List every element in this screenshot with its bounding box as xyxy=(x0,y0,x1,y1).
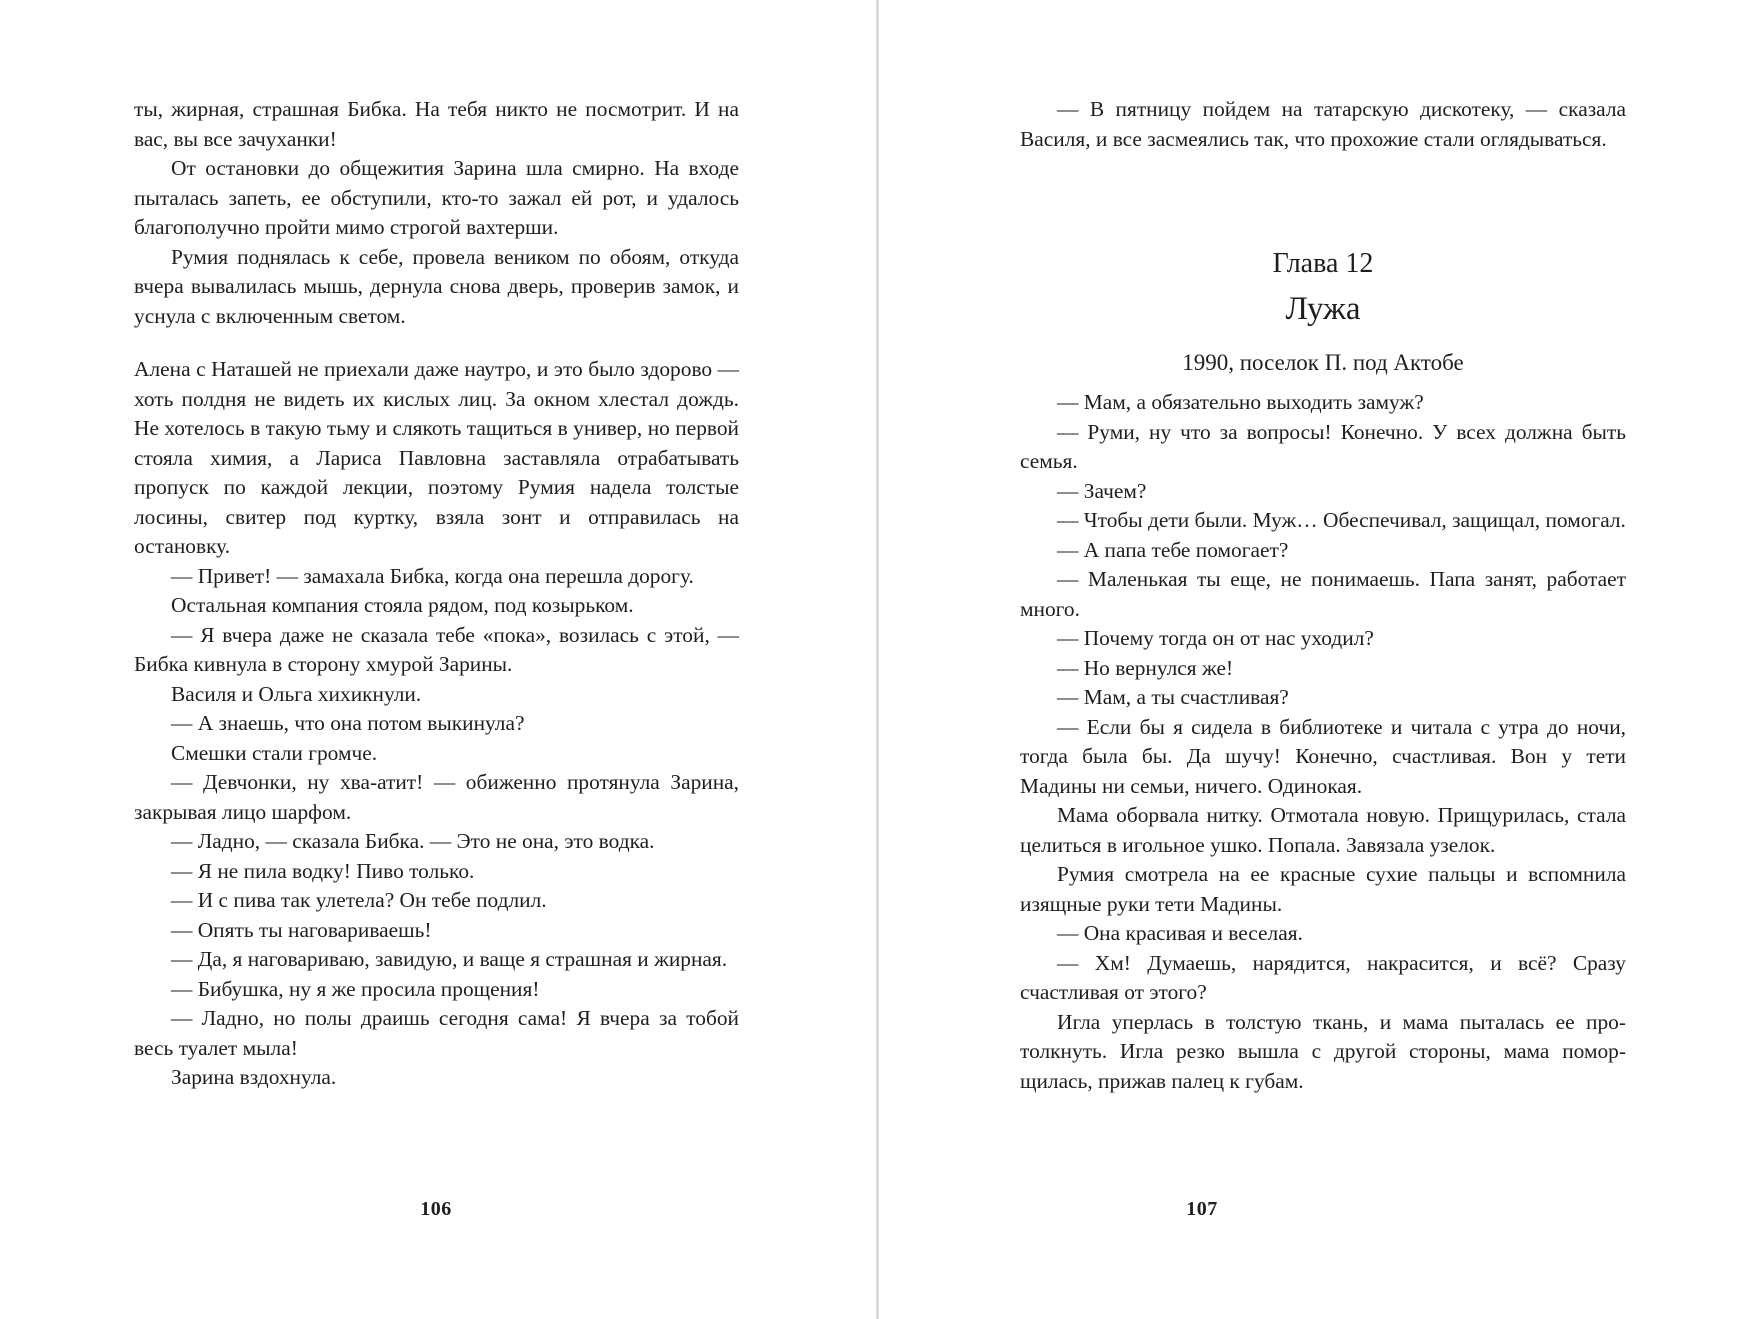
paragraph: — Ладно, но полы драишь сегодня сама! Я вчера за тобой весь туалет мыла! xyxy=(134,1006,739,1060)
paragraph: Алена с Наташей не приехали даже наутро, и это было здорово — хоть полдня не видеть их кислых лиц. За окном хлестал дождь. Не хотелось в такую тьму и слякоть тащиться в универ, но первой стояла химия, а Лариса Павловна заставляла отрабатывать пропуск по каждой лекции, поэтому Румия надела толстые лосины, свитер под куртку, взяла зонт и отправилась на остановку. xyxy=(134,357,739,558)
paragraph: Смешки стали громче. xyxy=(171,740,378,765)
chapter-subtitle: 1990, поселок П. под Актобе xyxy=(1182,350,1464,375)
right-page xyxy=(879,0,1756,1319)
paragraph: — Чтобы дети были. Муж… Обеспечивал, защищал, помогал. xyxy=(1057,508,1626,532)
paragraph: — Ладно, — сказала Бибка. — Это не она, это водка. xyxy=(171,829,655,853)
paragraph: Остальная компания стояла рядом, под козырьком. xyxy=(171,593,634,617)
paragraph: — Привет! — замахала Бибка, когда она перешла дорогу. xyxy=(171,563,694,588)
page-number: 107 xyxy=(1186,1198,1218,1220)
chapter-title: Лужа xyxy=(1285,291,1361,327)
paragraph: — А папа тебе помогает? xyxy=(1057,537,1289,562)
paragraph: — Маленькая ты еще, не понимаешь. Папа занят, работает много. xyxy=(1020,567,1626,621)
paragraph: От остановки до общежития Зарина шла смирно. На входе пыталась запеть, ее обступили, кто-то зажал ей рот, и удалось благополучно пройти мимо строгой вахтерши. xyxy=(134,156,739,239)
left-page-text xyxy=(134,95,739,1093)
paragraph: — А знаешь, что она потом выкинула? xyxy=(171,711,525,735)
paragraph: Румия поднялась к себе, провела веником по обоям, откуда вчера вывалилась мышь, дернула снова дверь, проверив замок, и уснула с включенным светом. xyxy=(134,244,739,328)
paragraph: — Она красивая и веселая. xyxy=(1057,921,1303,945)
paragraph: — Мам, а обязательно выходить замуж? xyxy=(1057,390,1424,414)
paragraph: — И с пива так улетела? Он тебе подлил. xyxy=(171,888,547,912)
chapter-heading xyxy=(1020,247,1626,378)
page-number: 106 xyxy=(420,1198,452,1220)
paragraph: — Руми, ну что за вопросы! Конечно. У всех должна быть семья. xyxy=(1020,419,1626,473)
paragraph: Василя и Ольга хихикнули. xyxy=(171,681,422,706)
paragraph: — Но вернулся же! xyxy=(1057,655,1234,680)
paragraph: — Да, я наговариваю, завидую, и ваще я страшная и жирная. xyxy=(171,947,728,971)
paragraph: Зарина вздохнула. xyxy=(171,1065,337,1089)
paragraph: — Бибушка, ну я же просила прощения! xyxy=(171,976,540,1001)
paragraph: Игла уперлась в толстую ткань, и мама пыталась ее протолкнуть. Игла резко вышла с другой стороны, мама поморщилась, прижав палец к губам. xyxy=(1020,1009,1626,1093)
left-page xyxy=(0,0,876,1319)
paragraph: Мама оборвала нитку. Отмотала новую. Прищурилась, стала целиться в игольное ушко. Попала. Завязала узелок. xyxy=(1020,803,1626,857)
chapter-number: Глава 12 xyxy=(1272,248,1374,279)
paragraph: — Почему тогда он от нас уходил? xyxy=(1057,626,1374,650)
paragraph: — Хм! Думаешь, нарядится, накрасится, и всё? Сразу счастливая от этого? xyxy=(1020,950,1626,1004)
paragraph: — Опять ты наговариваешь! xyxy=(171,917,432,942)
right-page-text xyxy=(1020,95,1626,1096)
paragraph: — В пятницу пойдем на татарскую дискотеку, — сказала Василя, и все засмеялись так, что прохожие стали оглядываться. xyxy=(1020,97,1626,151)
paragraph: — Я вчера даже не сказала тебе «пока», возилась с этой, — Бибка кивнула в сторону хмурой Зарины. xyxy=(134,622,739,676)
paragraph: — Мам, а ты счастливая? xyxy=(1057,685,1289,709)
paragraph: — Если бы я сидела в библиотеке и читала с утра до ночи, тогда была бы. Да шучу! Конечно, счастливая. Вон у тети Мадины ни семьи, ничего. Одинокая. xyxy=(1020,714,1626,798)
paragraph: — Девчонки, ну хва-атит! — обиженно протянула Зарина, закрывая лицо шарфом. xyxy=(134,770,739,824)
paragraph: ты, жирная, страшная Бибка. На тебя никто не посмотрит. И на вас, вы все зачуханки! xyxy=(134,97,739,151)
paragraph: Румия смотрела на ее красные сухие пальцы и вспомнила изящные руки тети Мадины. xyxy=(1020,862,1626,916)
paragraph: — Зачем? xyxy=(1057,478,1147,503)
paragraph: — Я не пила водку! Пиво только. xyxy=(171,858,475,883)
